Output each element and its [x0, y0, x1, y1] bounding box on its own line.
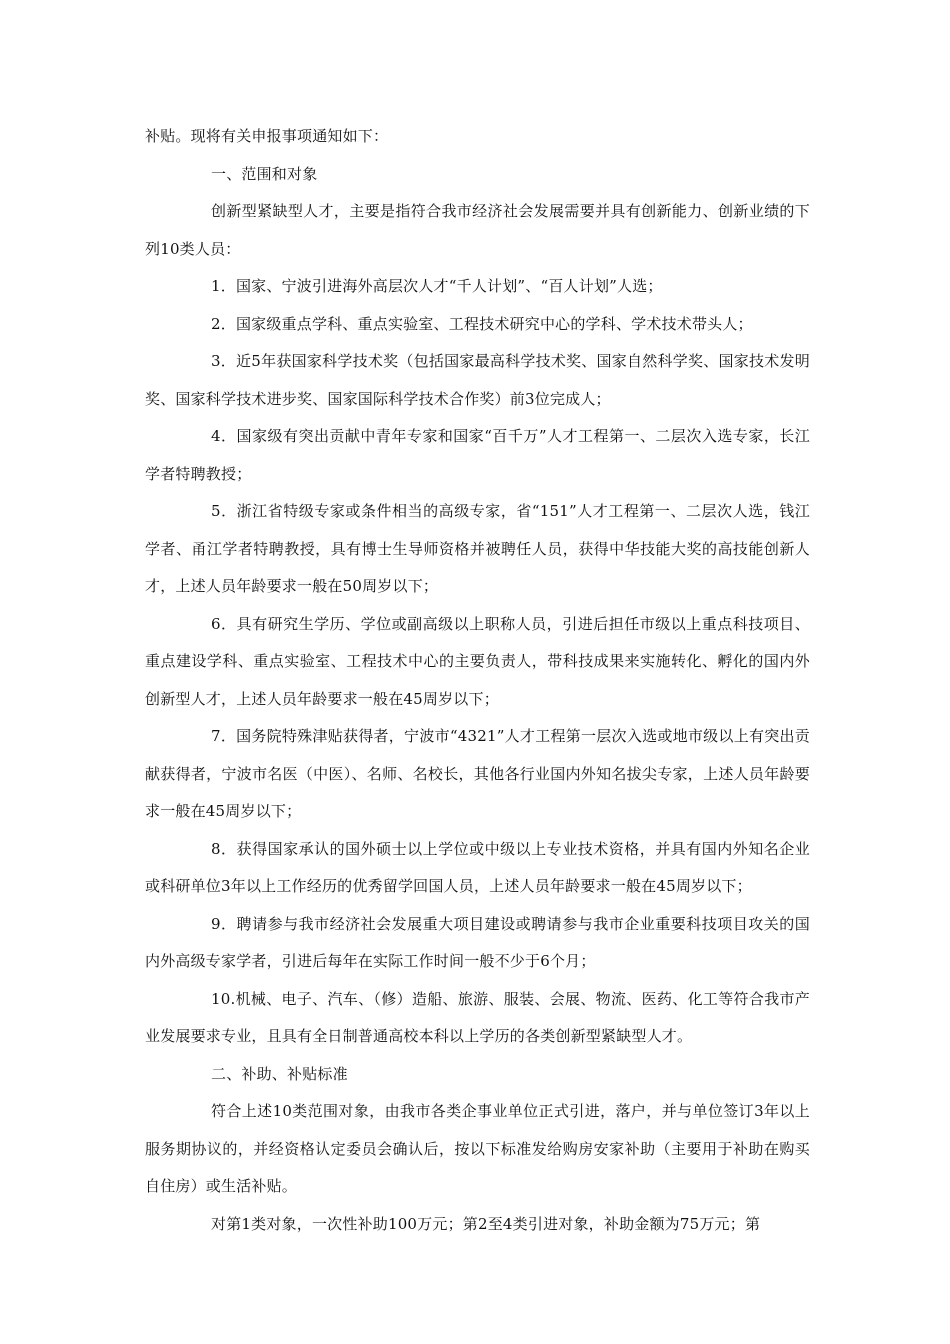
paragraph-subsidy-amounts: 对第1类对象，一次性补助100万元；第2至4类引进对象，补助金额为75万元；第 [211, 1214, 761, 1233]
list-item-6: 6．具有研究生学历、学位或副高级以上职称人员，引进后担任市级以上重点科技项目、重点建设学科、重点实验室、工程技术中心的主要负责人，带科技成果来实施转化、孵化的国内外创新型人才，上述人员年龄要求一般在45周岁以下； [145, 614, 810, 708]
list-item-7: 7．国务院特殊津贴获得者，宁波市“4321”人才工程第一层次入选或地市级以上有突出贡献获得者，宁波市名医（中医）、名师、名校长，其他各行业国内外知名拔尖专家，上述人员年龄要求一般在45周岁以下； [145, 727, 810, 820]
paragraph-scope-definition: 创新型紧缺型人才，主要是指符合我市经济社会发展需要并具有创新能力、创新业绩的下列10类人员： [145, 202, 810, 258]
section-heading-subsidy: 二、补助、补贴标准 [211, 1064, 348, 1083]
list-item-8: 8．获得国家承认的国外硕士以上学位或中级以上专业技术资格，并具有国内外知名企业或科研单位3年以上工作经历的优秀留学回国人员，上述人员年龄要求一般在45周岁以下； [145, 839, 810, 895]
document-body [145, 118, 810, 1243]
list-item-9: 9．聘请参与我市经济社会发展重大项目建设或聘请参与我市企业重要科技项目攻关的国内外高级专家学者，引进后每年在实际工作时间一般不少于6个月； [145, 914, 810, 970]
list-item-2: 2．国家级重点学科、重点实验室、工程技术研究中心的学科、学术技术带头人； [211, 314, 753, 333]
list-item-5: 5．浙江省特级专家或条件相当的高级专家，省“151”人才工程第一、二层次人选，钱江学者、甬江学者特聘教授，具有博士生导师资格并被聘任人员，获得中华技能大奖的高技能创新人才，上述人员年龄要求一般在50周岁以下； [145, 502, 810, 595]
list-item-10: 10.机械、电子、汽车、（修）造船、旅游、服装、会展、物流、医药、化工等符合我市产业发展要求专业，且具有全日制普通高校本科以上学历的各类创新型紧缺型人才。 [145, 989, 810, 1045]
paragraph-subsidy-conditions: 符合上述10类范围对象，由我市各类企事业单位正式引进，落户，并与单位签订3年以上服务期协议的，并经资格认定委员会确认后，按以下标准发给购房安家补助（主要用于补助在购买自住房）或生活补贴。 [145, 1102, 810, 1195]
section-heading-scope: 一、范围和对象 [211, 164, 318, 183]
list-item-1: 1．国家、宁波引进海外高层次人才“千人计划”、“百人计划”人选； [211, 277, 663, 295]
list-item-3: 3．近5年获国家科学技术奖（包括国家最高科学技术奖、国家自然科学奖、国家技术发明奖、国家科学技术进步奖、国家国际科学技术合作奖）前3位完成人； [145, 352, 810, 408]
list-item-4: 4．国家级有突出贡献中青年专家和国家“百千万”人才工程第一、二层次入选专家，长江学者特聘教授； [145, 427, 810, 483]
paragraph-intro-tail: 补贴。现将有关申报事项通知如下： [145, 127, 389, 145]
